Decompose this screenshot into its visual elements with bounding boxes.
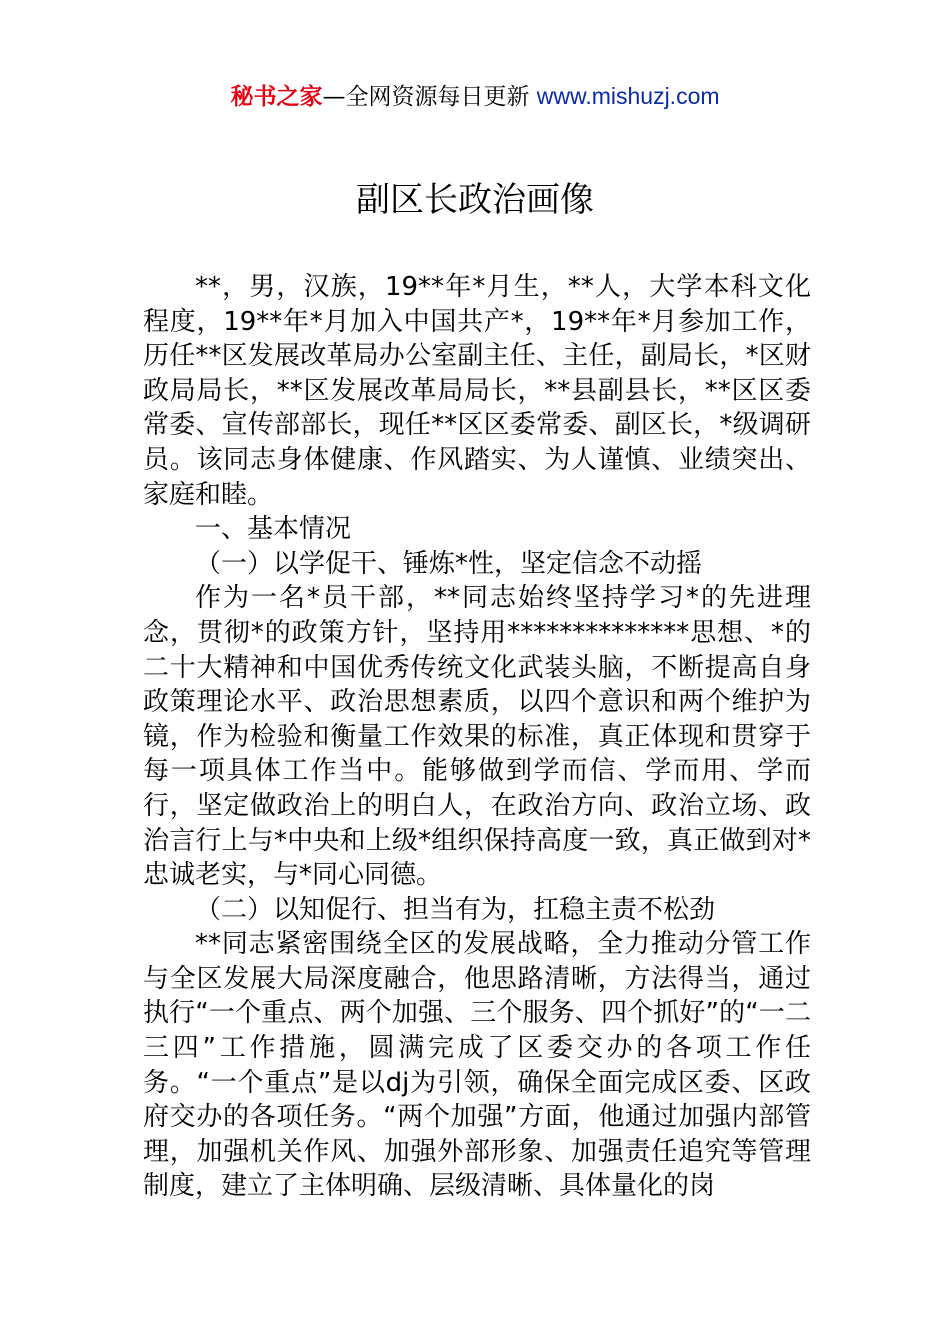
section-heading: 一、基本情况 xyxy=(195,514,352,545)
document-body xyxy=(143,270,811,1204)
site-url-link[interactable]: www.mishuzj.com xyxy=(536,83,720,109)
site-brand: 秘书之家 xyxy=(230,84,323,110)
body-paragraph: 作为一名*员干部，**同志始终坚持学习*的先进理念，贯彻*的政策方针，坚持用**************思想、*的二十大精神和中国优秀传统文化武装头脑，不断提高自身政策理论水平、政治思想素质，以四个意识和两个维护为镜，作为检验和衡量工作效果的标准，真正体现和贯穿于每一项具体工作当中。能够做到学而信、学而用、学而行，坚定做政治上的明白人，在政治方向、政治立场、政治言行上与*中央和上级*组织保持高度一致，真正做到对*忠诚老实，与*同心同德。 xyxy=(143,583,811,891)
intro-paragraph: **，男，汉族，19**年*月生，**人，大学本科文化程度，19**年*月加入中国共产*，19**年*月参加工作，历任**区发展改革局办公室副主任、主任，副局长，*区财政局局长，**区发展改革局局长，**县副县长，**区区委常委、宣传部部长，现任**区区委常委、副区长，*级调研员。该同志身体健康、作风踏实、为人谨慎、业绩突出、家庭和睦。 xyxy=(143,272,811,510)
subsection-heading: （一）以学促干、锤炼*性，坚定信念不动摇 xyxy=(195,548,703,579)
body-paragraph: **同志紧密围绕全区的发展战略，全力推动分管工作与全区发展大局深度融合，他思路清晰，方法得当，通过执行“一个重点、两个加强、三个服务、四个抓好”的“一二三四”工作措施，圆满完成了区委交办的各项工作任务。“一个重点”是以dj为引领，确保全面完成区委、区政府交办的各项任务。“两个加强”方面，他通过加强内部管理，加强机关作风、加强外部形象、加强责任追究等管理制度，建立了主体明确、层级清晰、具体量化的岗 xyxy=(143,929,811,1202)
document-title: 副区长政治画像 xyxy=(356,180,594,220)
site-tagline: —全网资源每日更新 xyxy=(322,84,537,110)
subsection-heading: （二）以知促行、担当有为，扛稳主责不松劲 xyxy=(195,894,716,925)
site-header xyxy=(0,80,950,113)
